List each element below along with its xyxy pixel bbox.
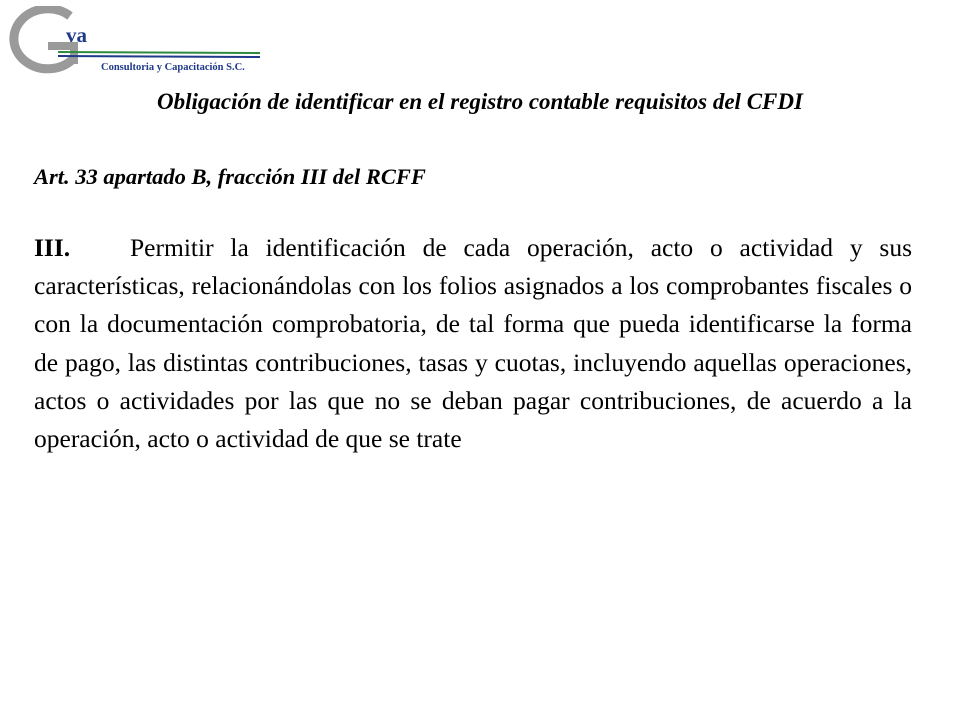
logo-caption: Consultoria y Capacitación S.C. [101,62,245,73]
page-title: Obligación de identificar en el registro contable requisitos del CFDI [157,89,803,114]
fraction-number: III. [34,233,71,262]
logo-g-shape [14,9,74,69]
article-reference: Art. 33 apartado B, fracción III del RCFF [34,164,426,189]
company-logo [8,6,270,80]
article-paragraph [34,229,912,458]
logo-g-bar [48,46,74,64]
logo-green-line [58,52,260,53]
logo-letters: va [66,23,87,47]
logo-blue-line [58,56,260,57]
paragraph-text: Permitir la identificación de cada operación, acto o actividad y sus características, relacionándolas con los folios asignados a los comprobantes fiscales o con la documentación comprobatoria, de tal forma que pueda identificarse la forma de pago, las distintas contribuciones, tasas y cuotas, incluyendo aquellas operaciones, actos o actividades por las que no se deban pagar contribuciones, de acuerdo a la operación, acto o actividad de que se trate [34,233,912,454]
